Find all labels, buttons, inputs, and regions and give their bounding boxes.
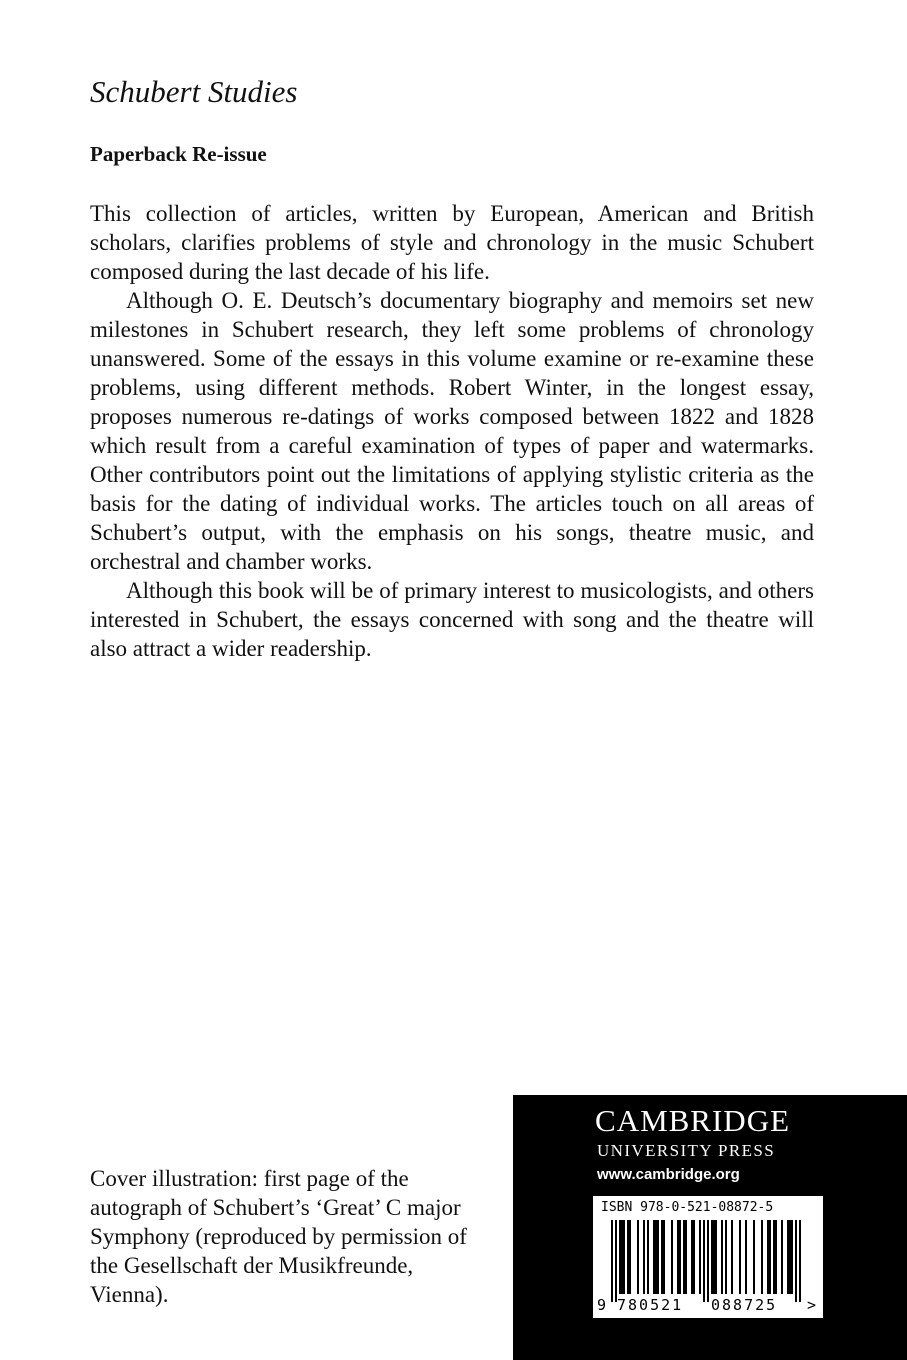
barcode-bar: [677, 1220, 679, 1294]
barcode-bar: [711, 1220, 713, 1294]
barcode-bar: [623, 1220, 625, 1294]
barcode-bar: [679, 1220, 681, 1294]
barcode-bar: [699, 1220, 701, 1294]
ean-lead-digit: 9: [597, 1296, 607, 1314]
publisher-url: www.cambridge.org: [597, 1166, 740, 1183]
barcode-bar: [753, 1220, 755, 1294]
barcode-bar: [795, 1220, 797, 1302]
barcode-bar: [707, 1220, 709, 1302]
barcode-bar: [725, 1220, 727, 1294]
barcode-bar: [685, 1220, 687, 1294]
edition-label: Paperback Re-issue: [90, 142, 267, 166]
blurb-paragraph-2: Although O. E. Deutsch’s documentary biography and memoirs set new milestones in Schubert research, they left some problems of chronology unanswered. Some of the essays in this volume examine or re-examine these problems, using different methods. Robert Winter, in the longest essay, proposes numerous re-datings of works composed between 1822 and 1828 which result from a careful examination of types of paper and watermarks. Other contributors point out the limitations of applying stylistic criteria as the basis for the dating of individual works. The articles touch on all areas of Schubert’s output, with the emphasis on his songs, theatre music, and orchestral and chamber works.: [90, 288, 814, 574]
publisher-panel: [513, 1095, 907, 1360]
barcode-bar: [787, 1220, 789, 1294]
ean-right-group: 088725: [711, 1296, 778, 1314]
barcode-bar: [713, 1220, 715, 1294]
barcode-bar: [791, 1220, 793, 1294]
barcode-bar: [643, 1220, 645, 1294]
barcode-bar: [745, 1220, 747, 1294]
barcode-bar: [773, 1220, 775, 1294]
barcode-bar: [715, 1220, 717, 1294]
book-blurb: [90, 199, 814, 663]
barcode-bar: [629, 1220, 631, 1294]
barcode-bar: [657, 1220, 659, 1294]
barcode-bar: [661, 1220, 663, 1294]
isbn-label: ISBN 978-0-521-08872-5: [601, 1200, 774, 1215]
barcode-bar: [683, 1220, 685, 1294]
barcode-bar: [647, 1220, 649, 1294]
barcode-bar: [767, 1220, 769, 1294]
book-title: Schubert Studies: [90, 74, 298, 109]
cover-illustration-caption: Cover illustration: first page of the autograph of Schubert’s ‘Great’ C major Symphony (reproduced by permission of the Gesellschaft der Musikfreunde, Vienna).: [90, 1166, 467, 1307]
barcode-bar: [731, 1220, 733, 1294]
barcode-bar: [781, 1220, 783, 1294]
barcode-bar: [655, 1220, 657, 1294]
barcode-bar: [671, 1220, 673, 1294]
publisher-subtitle: UNIVERSITY PRESS: [597, 1141, 776, 1160]
barcode-bar: [691, 1220, 693, 1294]
barcode-bar: [703, 1220, 705, 1302]
barcode-bar: [761, 1220, 763, 1294]
barcode-bar: [653, 1220, 655, 1294]
barcode-bar: [721, 1220, 723, 1294]
ean-marker: >: [807, 1296, 817, 1314]
ean-left-group: 780521: [617, 1296, 684, 1314]
blurb-paragraph-3: Although this book will be of primary interest to musicologists, and others interested in Schubert, the essays concerned with song and the theatre will also attract a wider readership.: [90, 578, 814, 661]
barcode-bar: [627, 1220, 629, 1294]
barcode-bar: [693, 1220, 695, 1294]
blurb-paragraph-1: This collection of articles, written by European, American and British scholars, clarifies problems of style and chronology in the music Schubert composed during the last decade of his life.: [90, 201, 814, 284]
publisher-name: CAMBRIDGE: [595, 1103, 791, 1138]
barcode-bar: [621, 1220, 623, 1294]
barcode-bar: [769, 1220, 771, 1294]
barcode-bar: [619, 1220, 621, 1294]
barcode-bar: [663, 1220, 665, 1294]
isbn-barcode: [593, 1196, 823, 1318]
barcode-bar: [611, 1220, 613, 1302]
barcode-bar: [775, 1220, 777, 1294]
barcode-bar: [799, 1220, 801, 1302]
barcode-bar: [637, 1220, 639, 1294]
barcode-bar: [615, 1220, 617, 1302]
barcode-bar: [739, 1220, 741, 1294]
barcode-bar: [789, 1220, 791, 1294]
